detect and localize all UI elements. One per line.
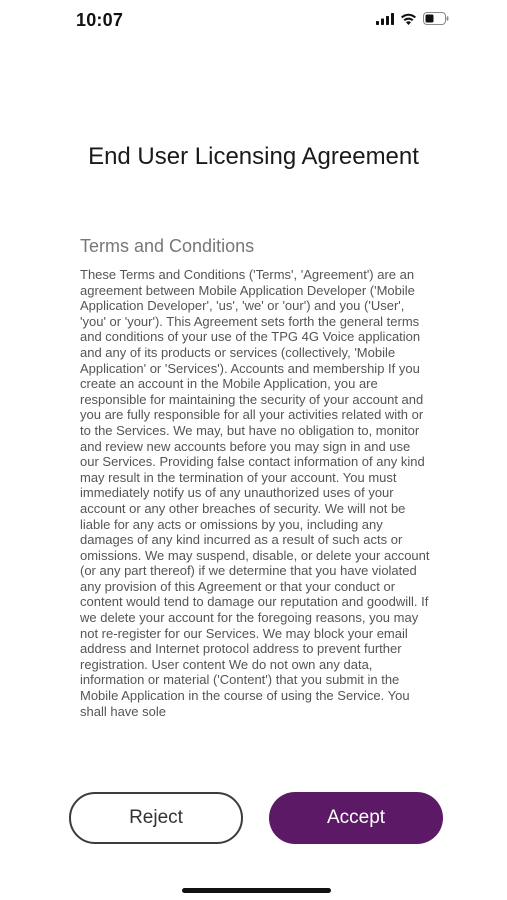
status-bar	[0, 0, 507, 44]
page-title: End User Licensing Agreement	[88, 143, 419, 170]
terms-heading: Terms and Conditions	[80, 236, 255, 256]
terms-body-text: These Terms and Conditions ('Terms', 'Agreement') are an agreement between Mobile Application Developer ('Mobile Application Developer', 'us', 'we' or 'our') and you ('User', 'you' or 'your'). This Agreement sets forth the general terms and conditions of your use of the TPG 4G Voice application and any of its products or services (collectively, 'Mobile Application' or 'Services'). Accounts and membership If you create an account in the Mobile Application, you are responsible for maintaining the security of your account and you are fully responsible for all your activities related with or to the Services. We may, but have no obligation to, monitor and review new accounts before you may sign in and use our Services. Providing false contact information of any kind may result in the termination of your account. You must immediately notify us of any unauthorized uses of your account or any other breaches of security. We will not be liable for any acts or omissions by you, including any damages of any kind incurred as a result of such acts or omissions. We may suspend, disable, or delete your account (or any part thereof) if we determine that you have violated any provision of this Agreement or that your conduct or content would tend to damage our reputation and goodwill. If we delete your account for the foregoing reasons, you may not re-register for our Services. We may block your email address and Internet protocol address to prevent further registration. User content We do not own any data, information or material ('Content') that you submit in the Mobile Application in the course of using the Service. You shall have sole	[80, 267, 430, 719]
accept-button[interactable]: Accept	[269, 792, 443, 844]
action-buttons	[69, 792, 443, 844]
cellular-signal-icon	[376, 12, 394, 30]
terms-scroll-area[interactable]	[80, 236, 432, 764]
status-time: 10:07	[76, 10, 124, 30]
status-icons	[376, 13, 449, 29]
reject-button[interactable]: Reject	[69, 792, 243, 844]
home-indicator[interactable]	[182, 888, 331, 893]
battery-icon	[423, 12, 449, 30]
wifi-icon	[400, 12, 417, 30]
